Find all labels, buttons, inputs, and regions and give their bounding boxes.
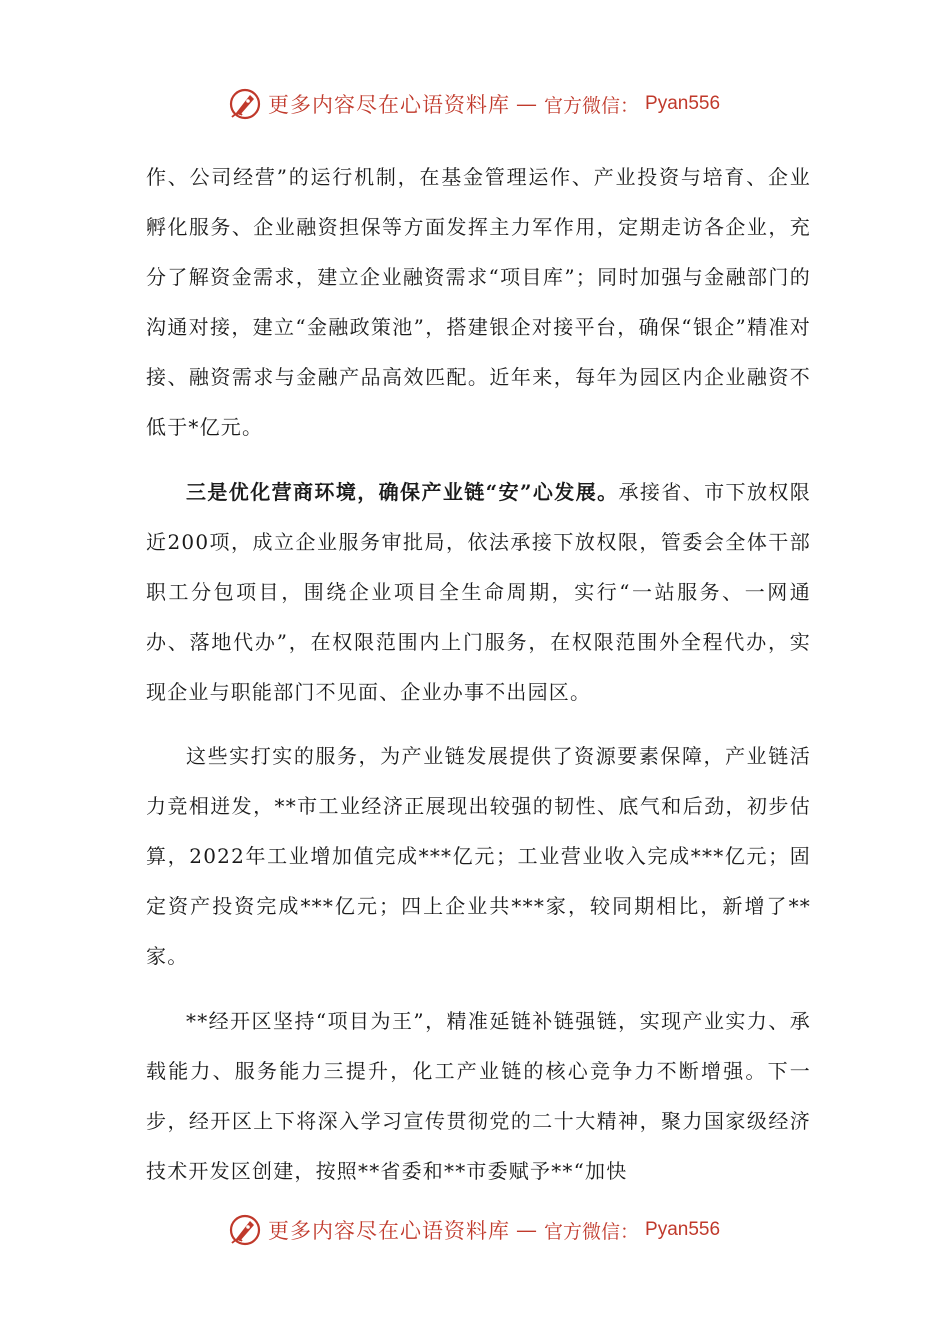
- footer-dash: —: [516, 1218, 538, 1242]
- header-wechat-label: 官方微信：: [544, 94, 640, 117]
- pen-nib-logo-icon: [228, 1213, 262, 1247]
- paragraph-1: [146, 152, 811, 452]
- header-banner: [228, 84, 748, 124]
- header-wechat-id: Pyan556: [645, 93, 721, 114]
- footer-banner: [228, 1210, 748, 1250]
- paragraph-2-heading: 三是优化营商环境，确保产业链“安”心发展。: [186, 480, 619, 504]
- paragraph-3: [146, 731, 811, 981]
- footer-wechat-id: Pyan556: [645, 1219, 721, 1240]
- document-body: [146, 152, 811, 1196]
- header-dash: —: [516, 92, 538, 116]
- header-slogan: 更多内容尽在心语资料库: [268, 93, 510, 117]
- paragraph-4-text: **经开区坚持“项目为王”，精准延链补链强链，实现产业实力、承载能力、服务能力三提升，化工产业链的核心竞争力不断增强。下一步，经开区上下将深入学习宣传贯彻党的二十大精神，聚力国家级经济技术开发区创建，按照**省委和**市委赋予**“加快: [146, 1009, 811, 1183]
- paragraph-1-text: 作、公司经营”的运行机制，在基金管理运作、产业投资与培育、企业孵化服务、企业融资担保等方面发挥主力军作用，定期走访各企业，充分了解资金需求，建立企业融资需求“项目库”；同时加强与金融部门的沟通对接，建立“金融政策池”，搭建银企对接平台，确保“银企”精准对接、融资需求与金融产品高效匹配。近年来，每年为园区内企业融资不低于*亿元。: [146, 165, 811, 439]
- paragraph-4: [146, 996, 811, 1196]
- paragraph-2-text: 承接省、市下放权限近200项，成立企业服务审批局，依法承接下放权限，管委会全体干部职工分包项目，围绕企业项目全生命周期，实行“一站服务、一网通办、落地代办”，在权限范围内上门服务，在权限范围外全程代办，实现企业与职能部门不见面、企业办事不出园区。: [146, 480, 811, 704]
- pen-nib-logo-icon: [228, 87, 262, 121]
- footer-wechat-label: 官方微信：: [544, 1220, 640, 1243]
- footer-slogan: 更多内容尽在心语资料库: [268, 1219, 510, 1243]
- paragraph-3-text: 这些实打实的服务，为产业链发展提供了资源要素保障，产业链活力竞相迸发，**市工业经济正展现出较强的韧性、底气和后劲，初步估算，2022年工业增加值完成***亿元；工业营业收入完成***亿元；固定资产投资完成***亿元；四上企业共***家，较同期相比，新增了**家。: [146, 744, 811, 968]
- paragraph-2: [146, 467, 811, 717]
